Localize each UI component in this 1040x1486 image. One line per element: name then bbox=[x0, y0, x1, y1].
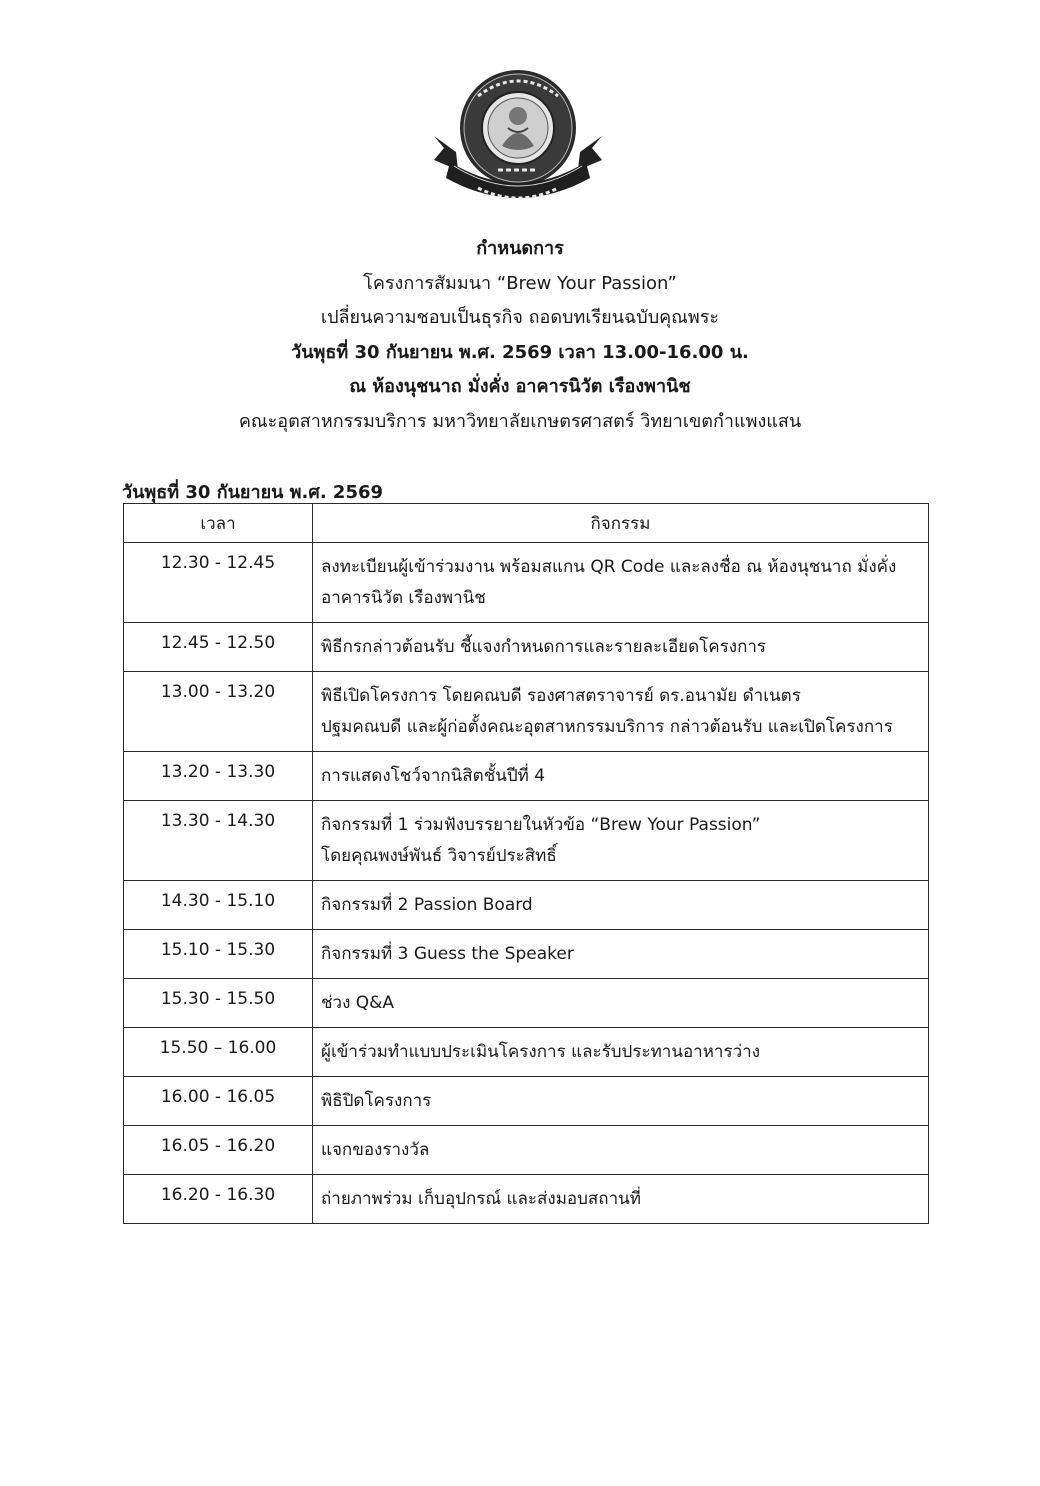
document-header bbox=[0, 232, 1040, 440]
activity-line: ถ่ายภาพร่วม เก็บอุปกรณ์ และส่งมอบสถานที่ bbox=[321, 1189, 641, 1209]
table-row bbox=[124, 881, 929, 930]
row-activity bbox=[313, 979, 929, 1028]
activity-line: กิจกรรมที่ 1 ร่วมฟังบรรยายในหัวข้อ “Brew Your Passion” bbox=[321, 815, 761, 835]
row-activity bbox=[313, 1077, 929, 1126]
row-time: 15.30 - 15.50 bbox=[124, 979, 313, 1028]
row-activity bbox=[313, 881, 929, 930]
schedule-table bbox=[123, 503, 929, 1224]
row-time: 16.05 - 16.20 bbox=[124, 1126, 313, 1175]
table-header-row bbox=[124, 504, 929, 543]
event-organizer: คณะอุตสาหกรรมบริการ มหาวิทยาลัยเกษตรศาสตร์ วิทยาเขตกำแพงแสน bbox=[238, 410, 802, 432]
row-activity bbox=[313, 752, 929, 801]
activity-line: ช่วง Q&A bbox=[321, 993, 395, 1013]
activity-line: โดยคุณพงษ์พันธ์ วิจารย์ประสิทธิ์ bbox=[321, 846, 557, 866]
activity-line: พิธิปิดโครงการ bbox=[321, 1091, 432, 1111]
table-row bbox=[124, 1126, 929, 1175]
table-row bbox=[124, 672, 929, 752]
event-venue: ณ ห้องนุชนาถ มั่งคั่ง อาคารนิวัต เรืองพานิช bbox=[349, 376, 691, 398]
table-row bbox=[124, 801, 929, 881]
table-row bbox=[124, 752, 929, 801]
activity-line: พิธีเปิดโครงการ โดยคณบดี รองศาสตราจารย์ ดร.อนามัย ดำเนตร bbox=[321, 686, 801, 706]
row-activity bbox=[313, 1028, 929, 1077]
activity-line: พิธีกรกล่าวต้อนรับ ชี้แจงกำหนดการและรายละเอียดโครงการ bbox=[321, 637, 767, 657]
project-subtitle: เปลี่ยนความชอบเป็นธุรกิจ ถอดบทเรียนฉบับคุณพระ bbox=[320, 307, 720, 329]
row-time: 14.30 - 15.10 bbox=[124, 881, 313, 930]
activity-line: การแสดงโชว์จากนิสิตชั้นปีที่ 4 bbox=[321, 766, 546, 786]
activity-line: ผู้เข้าร่วมทำแบบประเมินโครงการ และรับประทานอาหารว่าง bbox=[321, 1042, 760, 1062]
event-datetime: วันพุธที่ 30 กันยายน พ.ศ. 2569 เวลา 13.00-16.00 น. bbox=[291, 341, 749, 363]
table-row bbox=[124, 1175, 929, 1224]
activity-line: ปฐมคณบดี และผู้ก่อตั้งคณะอุตสาหกรรมบริการ กล่าวต้อนรับ และเปิดโครงการ bbox=[321, 717, 893, 737]
row-activity bbox=[313, 801, 929, 881]
row-time: 16.20 - 16.30 bbox=[124, 1175, 313, 1224]
table-row bbox=[124, 930, 929, 979]
table-row bbox=[124, 623, 929, 672]
row-time: 13.30 - 14.30 bbox=[124, 801, 313, 881]
row-activity bbox=[313, 543, 929, 623]
row-activity bbox=[313, 623, 929, 672]
activity-line: กิจกรรมที่ 2 Passion Board bbox=[321, 895, 533, 915]
row-time: 13.00 - 13.20 bbox=[124, 672, 313, 752]
row-activity bbox=[313, 1126, 929, 1175]
activity-line: กิจกรรมที่ 3 Guess the Speaker bbox=[321, 944, 574, 964]
activity-line: อาคารนิวัต เรืองพานิช bbox=[321, 588, 486, 608]
row-time: 13.20 - 13.30 bbox=[124, 752, 313, 801]
faculty-seal-logo bbox=[428, 66, 608, 216]
row-time: 15.10 - 15.30 bbox=[124, 930, 313, 979]
column-header-time: เวลา bbox=[124, 504, 313, 543]
table-row bbox=[124, 543, 929, 623]
table-row bbox=[124, 1077, 929, 1126]
row-time: 12.30 - 12.45 bbox=[124, 543, 313, 623]
table-row bbox=[124, 979, 929, 1028]
column-header-activity: กิจกรรม bbox=[313, 504, 929, 543]
activity-line: ลงทะเบียนผู้เข้าร่วมงาน พร้อมสแกน QR Code และลงชื่อ ณ ห้องนุชนาถ มั่งคั่ง bbox=[321, 557, 897, 577]
schedule-date-heading: วันพุธที่ 30 กันยายน พ.ศ. 2569 bbox=[122, 482, 384, 503]
document-title: กำหนดการ bbox=[476, 238, 564, 259]
row-time: 15.50 – 16.00 bbox=[124, 1028, 313, 1077]
project-name: โครงการสัมมนา “Brew Your Passion” bbox=[363, 272, 677, 294]
row-time: 12.45 - 12.50 bbox=[124, 623, 313, 672]
row-activity bbox=[313, 672, 929, 752]
row-time: 16.00 - 16.05 bbox=[124, 1077, 313, 1126]
row-activity bbox=[313, 930, 929, 979]
row-activity bbox=[313, 1175, 929, 1224]
table-row bbox=[124, 1028, 929, 1077]
activity-line: แจกของรางวัล bbox=[321, 1140, 430, 1160]
